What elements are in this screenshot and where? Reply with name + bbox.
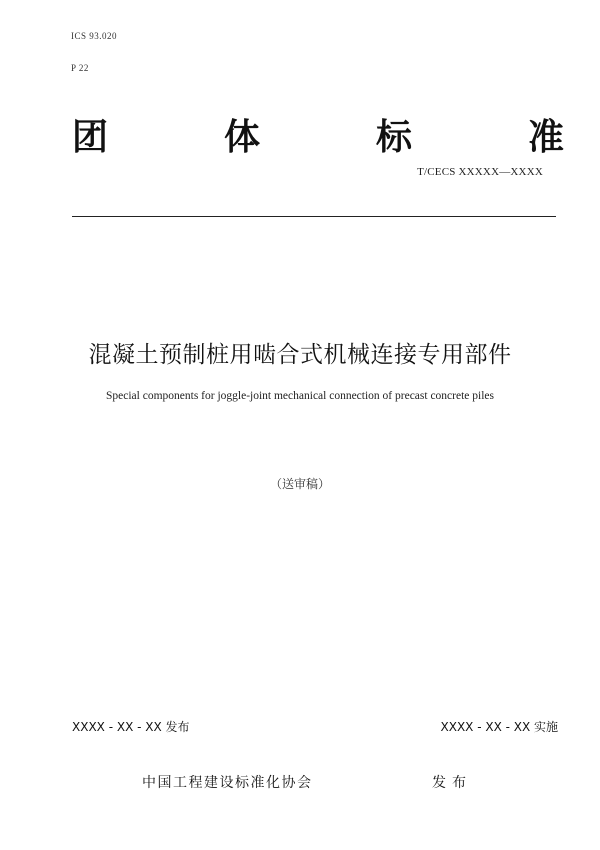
ics-code: ICS 93.020 (71, 31, 118, 41)
publish-label: 发布 (432, 775, 472, 791)
title-chinese: 混凝土预制桩用啮合式机械连接专用部件 (88, 342, 512, 368)
standard-type-char: 标 (375, 117, 412, 158)
implementation-date: XXXX - XX - XX 实施 (440, 720, 558, 734)
draft-status: （送审稿） (269, 477, 330, 491)
issue-date: XXXX - XX - XX 发布 (72, 720, 190, 734)
header-divider (72, 216, 556, 217)
standard-type-heading (72, 116, 564, 160)
standard-number: T/CECS XXXXX—XXXX (417, 166, 543, 178)
ccs-code: P 22 (71, 63, 89, 73)
standard-type-char: 团 (72, 117, 109, 158)
publisher-name: 中国工程建设标准化协会 (142, 775, 313, 791)
standard-type-char: 准 (527, 117, 564, 158)
title-english: Special components for joggle-joint mechanical connection of precast concrete piles (106, 390, 494, 402)
standard-type-char: 体 (223, 117, 260, 158)
